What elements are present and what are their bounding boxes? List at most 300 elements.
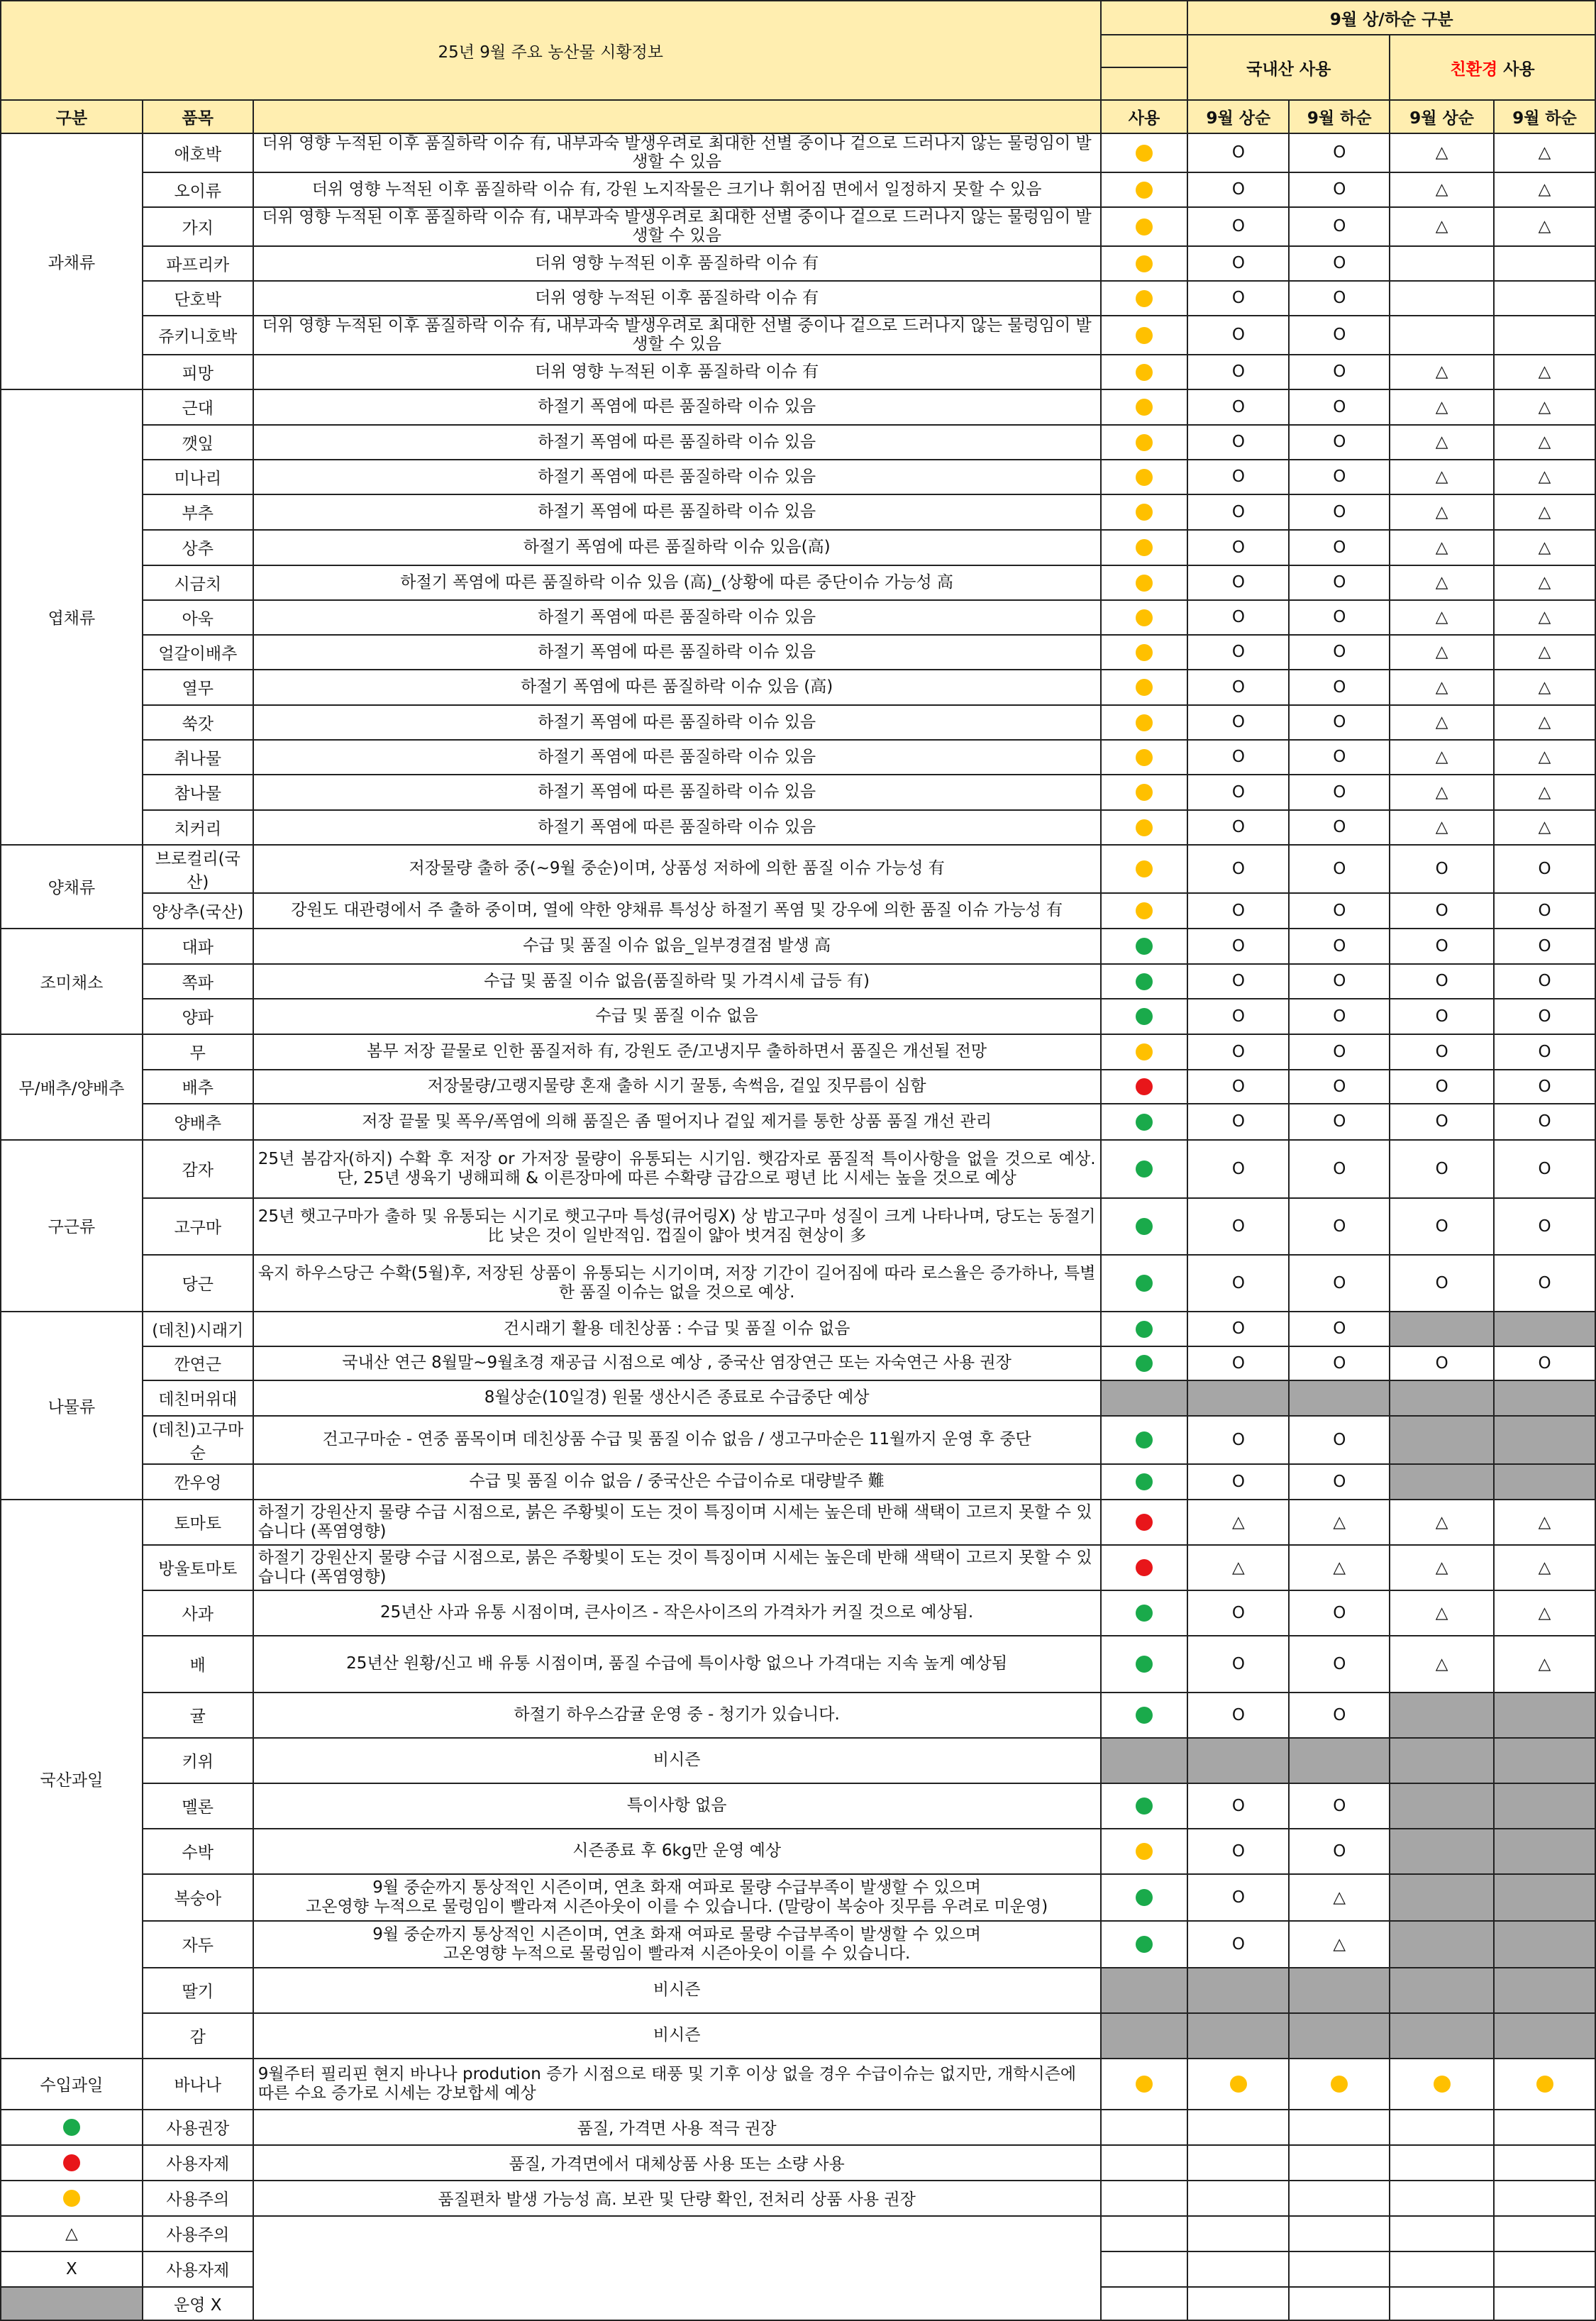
status-cell-not-operated xyxy=(1494,1874,1595,1921)
item-description: 하절기 폭염에 따른 품질하락 이슈 있음 (高)_(상황에 따른 중단이슈 가능성 高 xyxy=(253,565,1101,600)
red-dot-icon xyxy=(63,2154,80,2171)
circle-mark: O xyxy=(1187,893,1289,929)
yellow-dot-icon xyxy=(1136,290,1153,307)
status-cell xyxy=(1101,1416,1188,1464)
yellow-dot-icon xyxy=(1136,902,1153,919)
table-row xyxy=(1,246,1595,281)
status-cell xyxy=(1101,670,1188,705)
category-cell: 나물류 xyxy=(1,1312,143,1500)
table-row xyxy=(1,775,1595,810)
legend-symbol xyxy=(1,2181,143,2216)
item-name: 감자 xyxy=(143,1140,253,1198)
triangle-mark: △ xyxy=(1187,1500,1289,1545)
category-cell: 수입과일 xyxy=(1,2059,143,2110)
triangle-mark: △ xyxy=(1187,1545,1289,1590)
header-blank-top xyxy=(1101,1,1188,35)
item-name: 수박 xyxy=(143,1829,253,1874)
legend-label: 사용자제 xyxy=(143,2251,253,2287)
page-title: 25년 9월 주요 농산물 시황정보 xyxy=(1,1,1101,100)
yellow-dot-icon xyxy=(1136,860,1153,877)
green-dot-icon xyxy=(1136,1275,1153,1292)
item-description: 하절기 폭염에 따른 품질하락 이슈 있음 xyxy=(253,635,1101,670)
status-cell xyxy=(1101,2059,1188,2110)
table-row xyxy=(1,705,1595,740)
status-cell-not-operated xyxy=(1289,2013,1390,2059)
status-cell xyxy=(1101,740,1188,775)
status-cell xyxy=(1101,1590,1188,1636)
category-cell: 조미채소 xyxy=(1,929,143,1034)
item-description: 하절기 강원산지 물량 수급 시점으로, 붉은 주황빛이 도는 것이 특징이며 시세는 높은데 반해 색택이 고르지 못할 수 있습니다 (폭염영향) xyxy=(253,1545,1101,1590)
yellow-dot-icon xyxy=(1230,2076,1247,2093)
col-header-dom-early: 9월 상순 xyxy=(1187,100,1289,133)
category-cell: 엽채류 xyxy=(1,389,143,845)
green-dot-icon xyxy=(1136,1797,1153,1815)
status-cell-empty xyxy=(1390,281,1494,316)
circle-mark: O xyxy=(1289,1464,1390,1500)
status-cell xyxy=(1101,775,1188,810)
item-name: 데친머위대 xyxy=(143,1380,253,1416)
triangle-mark: △ xyxy=(1494,425,1595,460)
table-row xyxy=(1,172,1595,207)
empty-cell xyxy=(1289,2181,1390,2216)
circle-mark: O xyxy=(1289,1346,1390,1380)
status-cell-not-operated xyxy=(1494,1921,1595,1968)
empty-cell xyxy=(1101,2110,1188,2145)
status-cell-not-operated xyxy=(1494,1693,1595,1738)
status-cell-not-operated xyxy=(1494,1416,1595,1464)
item-name: 애호박 xyxy=(143,133,253,172)
status-cell xyxy=(1101,1070,1188,1104)
item-description: 25년 봄감자(하지) 수확 후 저장 or 가저장 물량이 유통되는 시기임. 햇감자로 품질적 특이사항을 없을 것으로 예상. 단, 25년 생육기 냉해피해 & 이른장마에 따른 수확량 급감으로 평년 比 시세는 높을 것으로 예상 xyxy=(253,1140,1101,1198)
table-row xyxy=(1,1738,1595,1783)
triangle-mark: △ xyxy=(1390,1500,1494,1545)
empty-cell xyxy=(1390,2110,1494,2145)
yellow-dot-icon xyxy=(1136,255,1153,272)
green-dot-icon xyxy=(1136,1707,1153,1724)
circle-mark: O xyxy=(1187,172,1289,207)
status-cell xyxy=(1101,389,1188,425)
item-description: 하절기 폭염에 따른 품질하락 이슈 있음 (高) xyxy=(253,670,1101,705)
item-description: 25년산 사과 유통 시점이며, 큰사이즈 - 작은사이즈의 가격차가 커질 것으로 예상됨. xyxy=(253,1590,1101,1636)
table-row xyxy=(1,635,1595,670)
empty-cell xyxy=(1390,2145,1494,2181)
status-cell xyxy=(1101,316,1188,355)
item-description: 육지 하우스당근 수확(5월)후, 저장된 상품이 유통되는 시기이며, 저장 기간이 길어짐에 따라 로스율은 증가하나, 특별한 품질 이슈는 없을 것으로 예상. xyxy=(253,1255,1101,1312)
status-cell xyxy=(1101,1464,1188,1500)
item-description: 더위 영향 누적된 이후 품질하락 이슈 有 xyxy=(253,355,1101,389)
circle-mark: O xyxy=(1187,670,1289,705)
status-cell xyxy=(1101,705,1188,740)
status-cell xyxy=(1101,600,1188,635)
status-cell xyxy=(1101,281,1188,316)
triangle-mark: △ xyxy=(1390,670,1494,705)
circle-mark: O xyxy=(1289,999,1390,1034)
item-description: 특이사항 없음 xyxy=(253,1783,1101,1829)
green-dot-icon xyxy=(1136,1605,1153,1622)
circle-mark: O xyxy=(1187,1034,1289,1070)
triangle-mark: △ xyxy=(1390,530,1494,565)
table-row xyxy=(1,460,1595,494)
circle-mark: O xyxy=(1289,1590,1390,1636)
table-row xyxy=(1,845,1595,893)
legend-label: 사용자제 xyxy=(143,2145,253,2181)
status-cell-not-operated xyxy=(1494,1380,1595,1416)
status-cell-not-operated xyxy=(1390,1693,1494,1738)
circle-mark: O xyxy=(1187,1693,1289,1738)
red-dot-icon xyxy=(1136,1078,1153,1095)
green-dot-icon xyxy=(1136,1218,1153,1235)
category-cell: 국산과일 xyxy=(1,1500,143,2059)
circle-mark: O xyxy=(1187,999,1289,1034)
item-name: 자두 xyxy=(143,1921,253,1968)
legend-row xyxy=(1,2181,1595,2216)
status-cell-not-operated xyxy=(1187,1738,1289,1783)
empty-cell xyxy=(1494,2287,1595,2320)
circle-mark: O xyxy=(1187,1829,1289,1874)
circle-mark: O xyxy=(1289,775,1390,810)
item-name: 오이류 xyxy=(143,172,253,207)
circle-mark: O xyxy=(1187,207,1289,246)
circle-mark: O xyxy=(1187,810,1289,845)
triangle-mark: △ xyxy=(1289,1545,1390,1590)
empty-cell xyxy=(1187,2287,1289,2320)
legend-x-mark: X xyxy=(1,2251,143,2287)
empty-cell xyxy=(1289,2251,1390,2287)
item-name: 고구마 xyxy=(143,1198,253,1255)
circle-mark: O xyxy=(1494,1140,1595,1198)
empty-cell xyxy=(1187,2145,1289,2181)
table-row xyxy=(1,1255,1595,1312)
item-description: 하절기 폭염에 따른 품질하락 이슈 있음 xyxy=(253,389,1101,425)
circle-mark: O xyxy=(1494,999,1595,1034)
item-name: (데친)시래기 xyxy=(143,1312,253,1346)
col-header-dom-late: 9월 하순 xyxy=(1289,100,1390,133)
circle-mark: O xyxy=(1494,1198,1595,1255)
yellow-dot-icon xyxy=(1136,1843,1153,1860)
status-cell xyxy=(1101,246,1188,281)
status-cell-not-operated xyxy=(1390,2013,1494,2059)
item-name: 양상추(국산) xyxy=(143,893,253,929)
circle-mark: O xyxy=(1289,635,1390,670)
table-row xyxy=(1,1590,1595,1636)
item-description: 비시즌 xyxy=(253,1738,1101,1783)
item-name: 감 xyxy=(143,2013,253,2059)
circle-mark: O xyxy=(1289,425,1390,460)
status-cell xyxy=(1101,1104,1188,1140)
triangle-mark: △ xyxy=(1289,1500,1390,1545)
circle-mark: O xyxy=(1289,893,1390,929)
table-row xyxy=(1,1464,1595,1500)
table-row xyxy=(1,1636,1595,1693)
table-row xyxy=(1,281,1595,316)
status-cell-empty xyxy=(1494,281,1595,316)
circle-mark: O xyxy=(1187,929,1289,964)
item-name: 브로컬리(국산) xyxy=(143,845,253,893)
status-cell-not-operated xyxy=(1390,1829,1494,1874)
legend-symbol xyxy=(1,2110,143,2145)
status-cell xyxy=(1101,1198,1188,1255)
status-cell-empty xyxy=(1494,246,1595,281)
yellow-dot-icon xyxy=(1136,2076,1153,2093)
circle-mark: O xyxy=(1289,355,1390,389)
triangle-mark: △ xyxy=(1494,600,1595,635)
legend-triangle-mark: △ xyxy=(1,2216,143,2251)
status-cell xyxy=(1101,1783,1188,1829)
green-dot-icon xyxy=(1136,1431,1153,1448)
status-cell xyxy=(1101,565,1188,600)
yellow-dot-icon xyxy=(1434,2076,1451,2093)
status-cell xyxy=(1101,355,1188,389)
legend-description-empty xyxy=(253,2216,1101,2320)
table-row xyxy=(1,740,1595,775)
triangle-mark: △ xyxy=(1494,1545,1595,1590)
circle-mark: O xyxy=(1390,1034,1494,1070)
status-cell-not-operated xyxy=(1494,1829,1595,1874)
circle-mark: O xyxy=(1390,1104,1494,1140)
status-cell xyxy=(1101,494,1188,530)
circle-mark: O xyxy=(1187,1346,1289,1380)
status-cell-not-operated xyxy=(1187,2013,1289,2059)
legend-description: 품질, 가격면 사용 적극 권장 xyxy=(253,2110,1101,2145)
status-cell-not-operated xyxy=(1390,1416,1494,1464)
empty-cell xyxy=(1494,2251,1595,2287)
empty-cell xyxy=(1187,2251,1289,2287)
item-description: 건시래기 활용 데친상품 : 수급 및 품질 이슈 없음 xyxy=(253,1312,1101,1346)
triangle-mark: △ xyxy=(1494,207,1595,246)
status-cell xyxy=(1101,1874,1188,1921)
status-cell-empty xyxy=(1390,316,1494,355)
circle-mark: O xyxy=(1289,810,1390,845)
table-row xyxy=(1,1545,1595,1590)
green-dot-icon xyxy=(1136,1008,1153,1025)
green-dot-icon xyxy=(1136,1889,1153,1906)
circle-mark: O xyxy=(1390,1346,1494,1380)
item-description: 하절기 폭염에 따른 품질하락 이슈 있음 xyxy=(253,494,1101,530)
status-cell xyxy=(1101,810,1188,845)
empty-cell xyxy=(1101,2251,1188,2287)
empty-cell xyxy=(1390,2181,1494,2216)
empty-cell xyxy=(1494,2216,1595,2251)
status-cell xyxy=(1101,999,1188,1034)
triangle-mark: △ xyxy=(1494,172,1595,207)
yellow-dot-icon xyxy=(1136,575,1153,592)
status-cell xyxy=(1101,460,1188,494)
status-cell-not-operated xyxy=(1289,1738,1390,1783)
yellow-dot-icon xyxy=(1136,182,1153,199)
triangle-mark: △ xyxy=(1390,740,1494,775)
circle-mark: O xyxy=(1187,1104,1289,1140)
status-cell xyxy=(1101,893,1188,929)
table-row xyxy=(1,1346,1595,1380)
circle-mark: O xyxy=(1289,281,1390,316)
header-eco xyxy=(1390,35,1595,100)
status-cell xyxy=(1101,133,1188,172)
status-cell-not-operated xyxy=(1390,1968,1494,2013)
circle-mark: O xyxy=(1187,1464,1289,1500)
table-row xyxy=(1,893,1595,929)
circle-mark: O xyxy=(1289,1829,1390,1874)
table-row xyxy=(1,1416,1595,1464)
triangle-mark: △ xyxy=(1390,425,1494,460)
status-cell-not-operated xyxy=(1390,1921,1494,1968)
item-description: 저장 끝물 및 폭우/폭염에 의해 품질은 좀 떨어지나 겉잎 제거를 통한 상품 품질 개선 관리 xyxy=(253,1104,1101,1140)
triangle-mark: △ xyxy=(1390,775,1494,810)
triangle-mark: △ xyxy=(1494,389,1595,425)
item-name: 쑥갓 xyxy=(143,705,253,740)
status-cell-not-operated xyxy=(1390,1464,1494,1500)
item-description: 하절기 폭염에 따른 품질하락 이슈 있음 xyxy=(253,600,1101,635)
green-dot-icon xyxy=(1136,1321,1153,1338)
item-description: 하절기 폭염에 따른 품질하락 이슈 있음(高) xyxy=(253,530,1101,565)
circle-mark: O xyxy=(1289,845,1390,893)
circle-mark: O xyxy=(1187,1312,1289,1346)
table-row xyxy=(1,600,1595,635)
red-dot-icon xyxy=(1136,1514,1153,1531)
item-description: 8월상순(10일경) 원물 생산시즌 종료로 수급중단 예상 xyxy=(253,1380,1101,1416)
yellow-dot-icon xyxy=(1136,539,1153,556)
status-cell xyxy=(1101,1140,1188,1198)
circle-mark: O xyxy=(1187,316,1289,355)
triangle-mark: △ xyxy=(1390,705,1494,740)
circle-mark: O xyxy=(1187,133,1289,172)
yellow-dot-icon xyxy=(1136,399,1153,416)
item-name: 얼갈이배추 xyxy=(143,635,253,670)
item-description: 더위 영향 누적된 이후 품질하락 이슈 有, 내부과숙 발생우려로 최대한 선별 중이나 겉으로 드러나지 않는 물렁임이 발생할 수 있음 xyxy=(253,316,1101,355)
circle-mark: O xyxy=(1187,494,1289,530)
table-row xyxy=(1,999,1595,1034)
circle-mark: O xyxy=(1289,1034,1390,1070)
triangle-mark: △ xyxy=(1494,530,1595,565)
table-row xyxy=(1,1198,1595,1255)
legend-label: 사용권장 xyxy=(143,2110,253,2145)
triangle-mark: △ xyxy=(1390,565,1494,600)
empty-cell xyxy=(1289,2145,1390,2181)
item-name: 딸기 xyxy=(143,1968,253,2013)
yellow-dot-icon xyxy=(1136,434,1153,451)
item-description: 하절기 폭염에 따른 품질하락 이슈 있음 xyxy=(253,705,1101,740)
item-description: 하절기 폭염에 따른 품질하락 이슈 있음 xyxy=(253,425,1101,460)
triangle-mark: △ xyxy=(1289,1921,1390,1968)
status-cell xyxy=(1101,1500,1188,1545)
triangle-mark: △ xyxy=(1390,172,1494,207)
item-description: 더위 영향 누적된 이후 품질하락 이슈 有, 강원 노지작물은 크기나 휘어짐 면에서 일정하지 못할 수 있음 xyxy=(253,172,1101,207)
table-row xyxy=(1,1104,1595,1140)
table-row xyxy=(1,316,1595,355)
item-description: 수급 및 품질 이슈 없음_일부경결점 발생 高 xyxy=(253,929,1101,964)
circle-mark: O xyxy=(1289,1104,1390,1140)
circle-mark: O xyxy=(1289,530,1390,565)
empty-cell xyxy=(1101,2181,1188,2216)
circle-mark: O xyxy=(1289,964,1390,999)
circle-mark: O xyxy=(1187,1921,1289,1968)
col-header-category: 구분 xyxy=(1,100,143,133)
yellow-dot-icon xyxy=(1331,2076,1348,2093)
status-cell-not-operated xyxy=(1187,1968,1289,2013)
status-cell-not-operated xyxy=(1390,1874,1494,1921)
item-description: 시즌종료 후 6kg만 운영 예상 xyxy=(253,1829,1101,1874)
status-cell xyxy=(1101,845,1188,893)
empty-cell xyxy=(1289,2287,1390,2320)
empty-cell xyxy=(1187,2110,1289,2145)
empty-cell xyxy=(1289,2110,1390,2145)
table-row xyxy=(1,1380,1595,1416)
circle-mark: O xyxy=(1390,1255,1494,1312)
item-name: 미나리 xyxy=(143,460,253,494)
circle-mark: O xyxy=(1187,964,1289,999)
category-cell: 양채류 xyxy=(1,845,143,929)
green-dot-icon xyxy=(1136,1936,1153,1953)
item-description: 25년 햇고구마가 출하 및 유통되는 시기로 햇고구마 특성(큐어링X) 상 밤고구마 성질이 크게 나타나며, 당도는 동절기 比 낮은 것이 일반적임. 껍질이 얇아 벗겨짐 현상이 多 xyxy=(253,1198,1101,1255)
item-name: 깐우엉 xyxy=(143,1464,253,1500)
yellow-dot-icon xyxy=(1136,364,1153,381)
yellow-dot-icon xyxy=(1136,327,1153,344)
item-name: 근대 xyxy=(143,389,253,425)
status-cell-not-operated xyxy=(1390,1380,1494,1416)
item-name: 상추 xyxy=(143,530,253,565)
status-cell xyxy=(1101,1921,1188,1968)
yellow-dot-icon xyxy=(1536,2076,1553,2093)
table-row xyxy=(1,2059,1595,2110)
circle-mark: O xyxy=(1289,670,1390,705)
item-name: 무 xyxy=(143,1034,253,1070)
circle-mark: O xyxy=(1187,389,1289,425)
table-row xyxy=(1,929,1595,964)
circle-mark: O xyxy=(1187,1255,1289,1312)
empty-cell xyxy=(1390,2251,1494,2287)
status-cell-not-operated xyxy=(1494,2013,1595,2059)
triangle-mark: △ xyxy=(1494,775,1595,810)
circle-mark: O xyxy=(1187,1783,1289,1829)
status-cell-empty xyxy=(1494,316,1595,355)
circle-mark: O xyxy=(1289,1198,1390,1255)
circle-mark: O xyxy=(1289,1255,1390,1312)
triangle-mark: △ xyxy=(1494,565,1595,600)
item-description: 봄무 저장 끝물로 인한 품질저하 有, 강원도 준/고냉지무 출하하면서 품질은 개선될 전망 xyxy=(253,1034,1101,1070)
circle-mark: O xyxy=(1494,1104,1595,1140)
circle-mark: O xyxy=(1390,999,1494,1034)
item-name: 대파 xyxy=(143,929,253,964)
yellow-dot-icon xyxy=(1136,609,1153,626)
legend-row xyxy=(1,2145,1595,2181)
yellow-dot-icon xyxy=(1136,714,1153,731)
triangle-mark: △ xyxy=(1494,1636,1595,1693)
triangle-mark: △ xyxy=(1390,355,1494,389)
col-header-use: 사용 xyxy=(1101,100,1188,133)
triangle-mark: △ xyxy=(1390,460,1494,494)
circle-mark: O xyxy=(1289,1070,1390,1104)
triangle-mark: △ xyxy=(1390,1545,1494,1590)
table-row xyxy=(1,530,1595,565)
status-cell xyxy=(1101,530,1188,565)
item-description: 9월주터 필리핀 현지 바나나 prodution 증가 시점으로 태풍 및 기후 이상 없을 경우 수급이슈는 없지만, 개학시즌에 따른 수요 증가로 시세는 강보합세 예상 xyxy=(253,2059,1101,2110)
item-name: 양파 xyxy=(143,999,253,1034)
yellow-dot-icon xyxy=(1136,1043,1153,1060)
circle-mark: O xyxy=(1187,705,1289,740)
yellow-dot-icon xyxy=(1136,504,1153,521)
status-cell xyxy=(1101,1034,1188,1070)
circle-mark: O xyxy=(1494,1034,1595,1070)
empty-cell xyxy=(1289,2216,1390,2251)
item-name: 취나물 xyxy=(143,740,253,775)
status-cell xyxy=(1187,2059,1289,2110)
circle-mark: O xyxy=(1289,460,1390,494)
triangle-mark: △ xyxy=(1494,355,1595,389)
circle-mark: O xyxy=(1494,1346,1595,1380)
item-description: 하절기 강원산지 물량 수급 시점으로, 붉은 주황빛이 도는 것이 특징이며 시세는 높은데 반해 색택이 고르지 못할 수 있습니다 (폭염영향) xyxy=(253,1500,1101,1545)
circle-mark: O xyxy=(1187,845,1289,893)
header-period-group: 9월 상/하순 구분 xyxy=(1187,1,1595,35)
triangle-mark: △ xyxy=(1494,810,1595,845)
